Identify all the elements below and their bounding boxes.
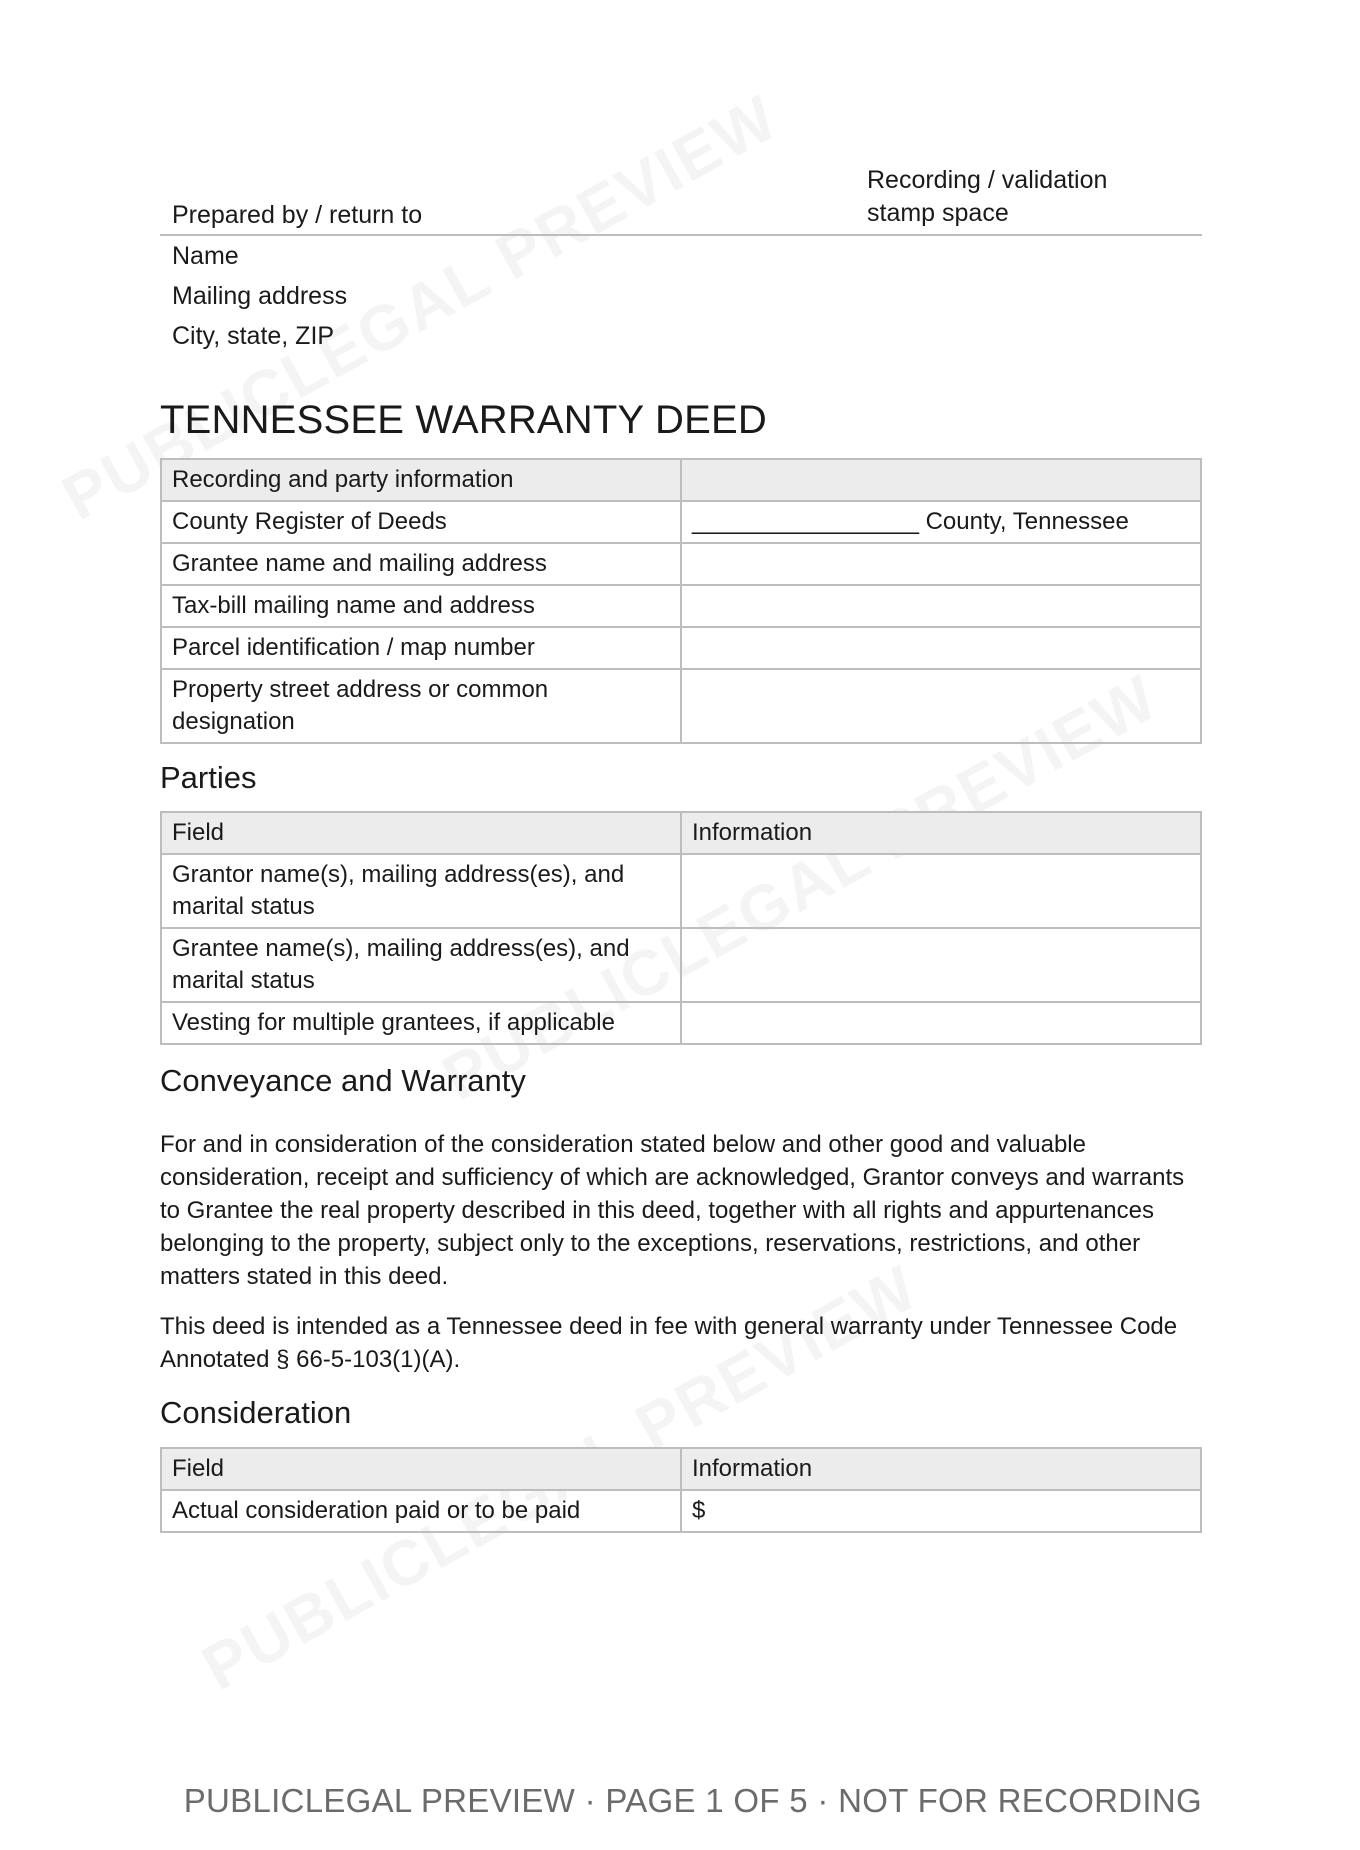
table-row	[161, 1490, 1201, 1532]
field-label: County Register of Deeds	[161, 501, 681, 543]
return-name-line: Name	[172, 242, 239, 270]
field-value[interactable]: _________________ County, Tennessee	[681, 501, 1201, 543]
table-header-row	[161, 459, 1201, 501]
prepared-by-label: Prepared by / return to	[172, 201, 423, 229]
field-label: Vesting for multiple grantees, if applicable	[161, 1002, 681, 1044]
field-label: Tax-bill mailing name and address	[161, 585, 681, 627]
recording-table	[160, 458, 1202, 744]
table-header-cell: Recording and party information	[161, 459, 681, 501]
table-row	[161, 1002, 1201, 1044]
field-value[interactable]	[681, 854, 1201, 928]
table-header-cell	[681, 459, 1201, 501]
document-page	[160, 0, 1202, 1850]
conveyance-paragraph: For and in consideration of the consideration stated below and other good and valuable consideration, receipt and sufficiency of which are acknowledged, Grantor conveys and warrants to Grantee the real property described in this deed, together with all rights and appurtenances belonging to the property, subject only to the exceptions, reservations, restrictions, and other matters stated in this deed.	[160, 1131, 1185, 1290]
return-city-line: City, state, ZIP	[172, 322, 335, 350]
parties-table	[160, 811, 1202, 1045]
table-row	[161, 627, 1201, 669]
document-title: TENNESSEE WARRANTY DEED	[160, 398, 767, 442]
table-row	[161, 543, 1201, 585]
field-label: Parcel identification / map number	[161, 627, 681, 669]
consideration-heading: Consideration	[160, 1395, 352, 1430]
table-row	[161, 928, 1201, 1002]
table-header-cell: Field	[161, 812, 681, 854]
consideration-table	[160, 1447, 1202, 1533]
field-value[interactable]	[681, 928, 1201, 1002]
field-value[interactable]	[681, 627, 1201, 669]
field-label: Property street address or common designation	[161, 669, 681, 743]
field-value[interactable]	[681, 669, 1201, 743]
table-row	[161, 669, 1201, 743]
table-row	[161, 854, 1201, 928]
table-header-cell: Information	[681, 1448, 1201, 1490]
conveyance-heading: Conveyance and Warranty	[160, 1063, 526, 1098]
warranty-paragraph: This deed is intended as a Tennessee deed in fee with general warranty under Tennessee Code Annotated § 66-5-103(1)(A).	[160, 1313, 1178, 1373]
return-to-block	[172, 236, 347, 356]
field-value[interactable]	[681, 543, 1201, 585]
field-label: Grantor name(s), mailing address(es), and marital status	[161, 854, 681, 928]
table-row	[161, 585, 1201, 627]
parties-heading: Parties	[160, 760, 257, 795]
field-value[interactable]	[681, 585, 1201, 627]
table-header-row	[161, 812, 1201, 854]
table-row	[161, 501, 1201, 543]
field-label: Grantee name(s), mailing address(es), and marital status	[161, 928, 681, 1002]
field-label: Actual consideration paid or to be paid	[161, 1490, 681, 1532]
table-header-row	[161, 1448, 1201, 1490]
field-value[interactable]: $	[681, 1490, 1201, 1532]
prepared-by-header	[160, 162, 1202, 236]
field-label: Grantee name and mailing address	[161, 543, 681, 585]
return-address-line: Mailing address	[172, 282, 348, 310]
page-footer: PUBLICLEGAL PREVIEW · PAGE 1 OF 5 · NOT FOR RECORDING	[183, 1782, 1202, 1819]
stamp-space-label: Recording / validation stamp space	[867, 166, 1108, 227]
table-header-cell: Field	[161, 1448, 681, 1490]
field-value[interactable]	[681, 1002, 1201, 1044]
table-header-cell: Information	[681, 812, 1201, 854]
